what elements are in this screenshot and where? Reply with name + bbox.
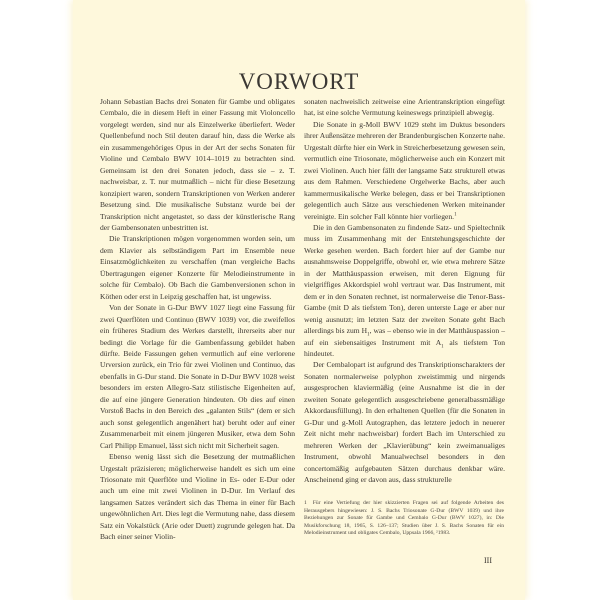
paragraph: Die Transkriptionen mögen vorgenommen worden sein, um dem Klavier als selbständigem Part im Ensemble neue Einsatzmöglichkeiten zu verschaffen (man vergleiche Bachs Übertragungen eigener Konzerte für Melodieinstrumente in solche für Cembalo). Ob Bach die Gambenversionen schon in Köthen oder erst in Leipzig geschaffen hat, ist ungewiss. bbox=[100, 234, 295, 301]
left-column bbox=[100, 96, 295, 543]
paragraph bbox=[304, 119, 505, 222]
paragraph: Von der Sonate in G-Dur BWV 1027 liegt eine Fassung für zwei Querflöten und Continuo (BWV 1039) vor, die zweifellos ein früheres Stadium des Werkes darstellt, ihrerseits aber nur bedingt die Vorlage für die Gambenfassung gebildet haben dürfte. Beide Fassungen gehen vermutlich auf eine verlorene Urversion zurück, ein Trio für zwei Violinen und Continuo, das ebenfalls in G-Dur stand. Die Sonate in D-Dur BWV 1028 weist besonders im ersten Allegro-Satz stilistische Eigenheiten auf, die auf eine jüngere Generation hindeuten. Ob dies auf einen Vorstoß Bachs in den Bereich des „galanten Stils“ (dem er sich auch sonst gelegentlich angenähert hat) beruht oder auf einer Zusammenarbeit mit einem jüngeren Musiker, etwa dem Sohn Carl Philipp Emanuel, lässt sich nicht mit Sicherheit sagen. bbox=[100, 303, 295, 450]
footnote-number: 1 bbox=[304, 500, 307, 506]
paragraph: Johann Sebastian Bachs drei Sonaten für Gambe und obligates Cembalo, die in diesem Heft in einer Fassung mit Violoncello vorgelegt werden, sind nur als Einzelwerke überliefert. Weder Quellenbefund noch Stil deuten darauf hin, dass die Werke als ein zusammengehöriges Opus in der Art der sechs Sonaten für Violine und Cembalo BWV 1014–1019 zu betrachten sind. Gemeinsam ist den drei Sonaten jedoch, dass sie – z. T. nachweisbar, z. T. nur mutmaßlich – nicht für diese Besetzung konzipiert waren, sondern Transkriptionen von Werken anderer Besetzung sind. Die musikalische Substanz wurde bei der Transkription nicht angetastet, so dass der künstlerische Rang der Gambensonaten unbestritten ist. bbox=[100, 97, 295, 232]
subscript: 1 bbox=[367, 332, 370, 338]
paragraph-text: Die Sonate in g-Moll BWV 1029 steht im Duktus besonders ihrer Außensätze mehreren der Brandenburgischen Konzerte nahe. Urgestalt dürfte hier ein Werk in Streicherbesetzung gewesen sein, vermutlich eine Triosonate, möglicherweise auch ein Konzert mit zwei Violinen. Auch hier fällt der langsame Satz strukturell etwas aus dem Rahmen. Verschiedene Orgelwerke Bachs, aber auch kammermusikalische Werke belegen, dass er bei Transkriptionen gelegentlich auch Sätze aus verschiedenen Werken miteinander vereinigte. Ein solcher Fall könnte hier vorliegen. bbox=[304, 119, 505, 221]
page-number: III bbox=[484, 556, 492, 565]
paragraph bbox=[304, 222, 505, 359]
paragraph-text: , was – ebenso wie in der Matthäuspassion – auf ein siebensaitiges Instrument mit A bbox=[304, 326, 505, 347]
subscript: 1 bbox=[441, 344, 444, 350]
right-column bbox=[304, 96, 505, 485]
footnote bbox=[304, 500, 504, 538]
paragraph: sonaten nachweislich zeitweise eine Arientranskription eingefügt hat, ist eine solche Vermutung keineswegs prinzipiell abwegig. bbox=[304, 97, 505, 118]
document-page bbox=[73, 0, 525, 600]
paragraph: Der Cembalopart ist aufgrund des Transkriptionscharakters der Sonaten normalerweise polyphon zweistimmig und nirgends ausgesprochen klaviermäßig (eine Ausnahme ist die in der zweiten Sonate gelegentlich ausgeschriebene generalbassmäßige Akkordausfüllung). In den erhaltenen Quellen (für die Sonaten in G-Dur und g-Moll Autographen, das letztere jedoch in neuerer Zeit nicht mehr nachweisbar) fordert Bach im Unterschied zu mehreren Werken der „Klavierübung“ kein zweimanualiges Instrument, obwohl Manualwechsel besonders in den concertomäßig aufgebauten Sätzen durchaus denkbar wäre. Anscheinend ging er davon aus, dass strukturelle bbox=[304, 360, 505, 484]
footnote-reference[interactable]: 1 bbox=[454, 212, 457, 218]
page-title: VORWORT bbox=[238, 69, 360, 95]
paragraph: Ebenso wenig lässt sich die Besetzung der mutmaßlichen Urgestalt präzisieren; möglicherweise handelt es sich um eine Triosonate mit Querflöte und Violine in Es- oder E-Dur oder auch um eine mit zwei Violinen in D-Dur. Im Verlauf des langsamen Satzes verändert sich das Thema in einer für Bach ungewöhnlichen Art. Dies legt die Vermutung nahe, dass diesem Satz ein Vokalstück (Arie oder Duett) zugrunde gelegen hat. Da Bach einer seiner Violin- bbox=[100, 452, 295, 542]
paragraph-text: als tiefstem Ton hindeutet. bbox=[304, 337, 505, 358]
paragraph-text: Die in den Gambensonaten zu findende Satz- und Spieltechnik muss im Zusammenhang mit der Entstehungsgeschichte der Werke gesehen werden. Bach fordert hier auf der Gambe nur ausnahmsweise Doppelgriffe, obwohl er, wie etwa mehrere Sätze in der Matthäuspassion erweisen, mit deren Eignung für vielgriffiges Akkordspiel wohl vertraut war. Das Instrument, mit dem er in den Sonaten rechnet, ist normalerweise die Tenor-Bass-Gambe (mit D als tiefstem Ton), deren unterste Lage er aber nur wenig ausnutzt; im letzten Satz der zweiten Sonate geht Bach allerdings bis zum H bbox=[304, 222, 505, 336]
footnote-text: Für eine Vertiefung der hier skizzierten Fragen sei auf folgende Arbeiten des Herausgebers hingewiesen: J. S. Bachs Triosonate G-Dur (BWV 1039) und ihre Beziehungen zur Sonate für Gambe und Cembalo G-Dur (BWV 1027), in: Die Musikforschung 18, 1965, S. 126–137; Studien über J. S. Bachs Sonaten für ein Melodieinstrument und obligates Cembalo, Uppsala 1966, ²1983. bbox=[304, 500, 504, 537]
